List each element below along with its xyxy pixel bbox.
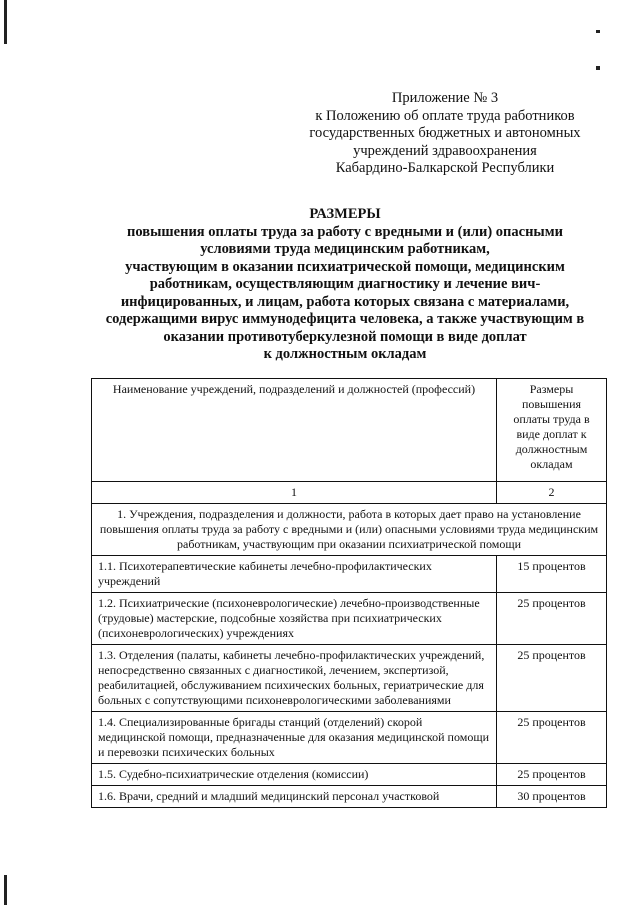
header-cell-name: Наименование учреждений, подразделений и должностей (профессий) bbox=[92, 379, 497, 482]
appendix-line: Кабардино-Балкарской Республики bbox=[335, 160, 555, 176]
section-title: 1. Учреждения, подразделения и должности, работа в которых дает право на установление повышения оплаты труда за работу с вредными и (или) опасными условиями труда медицинским работникам, участвующим при оказании психиатрической помощи bbox=[92, 504, 607, 556]
row-value: 30 процентов bbox=[497, 786, 607, 808]
table-row bbox=[92, 645, 607, 712]
appendix-header bbox=[300, 90, 590, 178]
document-title bbox=[90, 206, 600, 364]
section-row bbox=[92, 504, 607, 556]
title-line: оказании противотуберкулезной помощи в виде доплат bbox=[163, 328, 527, 345]
table-row bbox=[92, 593, 607, 645]
row-name: 1.3. Отделения (палаты, кабинеты лечебно-профилактических учреждений, непосредственно связанных с диагностикой, лечением, экспертизой, реабилитацией, обслуживанием психических больных, гериатрические для больных с сопутствующими психоневрологическими заболеваниями bbox=[92, 645, 497, 712]
title-line: к должностным окладам bbox=[263, 346, 427, 362]
allowance-table bbox=[91, 378, 607, 808]
title-line: повышения оплаты труда за работу с вредными и (или) опасными bbox=[127, 223, 563, 240]
scan-edge-mark bbox=[4, 0, 7, 44]
title-line: инфицированных, и лицам, работа которых связана с материалами, bbox=[120, 293, 570, 310]
header-cell-size: Размеры повышения оплаты труда в виде доплат к должностным окладам bbox=[497, 379, 607, 482]
table-row bbox=[92, 764, 607, 786]
row-value: 25 процентов bbox=[497, 593, 607, 645]
table-header-row bbox=[92, 379, 607, 482]
title-line: условиями труда медицинским работникам, bbox=[200, 241, 490, 257]
row-value: 25 процентов bbox=[497, 764, 607, 786]
column-number-row bbox=[92, 482, 607, 504]
table-row bbox=[92, 712, 607, 764]
row-name: 1.6. Врачи, средний и младший медицинский персонал участковой bbox=[92, 786, 497, 808]
table-row bbox=[92, 786, 607, 808]
row-name: 1.4. Специализированные бригады станций (отделений) скорой медицинской помощи, предназначенные для оказания медицинской помощи и перевозки психических больных bbox=[92, 712, 497, 764]
column-number-1: 1 bbox=[92, 482, 497, 504]
title-line: участвующим в оказании психиатрической помощи, медицинским bbox=[125, 258, 565, 275]
row-name: 1.2. Психиатрические (психоневрологические) лечебно-производственные (трудовые) мастерские, подсобные хозяйства при психиатрических (психоневрологических) учреждениях bbox=[92, 593, 497, 645]
column-number-2: 2 bbox=[497, 482, 607, 504]
title-heading: РАЗМЕРЫ bbox=[309, 206, 381, 222]
scan-speck bbox=[596, 66, 600, 70]
row-name: 1.5. Судебно-психиатрические отделения (комиссии) bbox=[92, 764, 497, 786]
row-value: 25 процентов bbox=[497, 645, 607, 712]
table-row bbox=[92, 556, 607, 593]
row-value: 25 процентов bbox=[497, 712, 607, 764]
title-line: содержащими вирус иммунодефицита человека, а также участвующим в bbox=[105, 311, 585, 327]
row-name: 1.1. Психотерапевтические кабинеты лечебно-профилактических учреждений bbox=[92, 556, 497, 593]
row-value: 15 процентов bbox=[497, 556, 607, 593]
appendix-line: государственных бюджетных и автономных bbox=[309, 125, 581, 141]
title-line: работникам, осуществляющим диагностику и лечение вич- bbox=[149, 276, 541, 292]
scan-edge-mark bbox=[4, 875, 7, 905]
appendix-number: Приложение № 3 bbox=[391, 90, 499, 106]
scan-speck bbox=[596, 30, 600, 33]
appendix-line: к Положению об оплате труда работников bbox=[315, 107, 575, 124]
appendix-line: учреждений здравоохранения bbox=[353, 142, 537, 159]
